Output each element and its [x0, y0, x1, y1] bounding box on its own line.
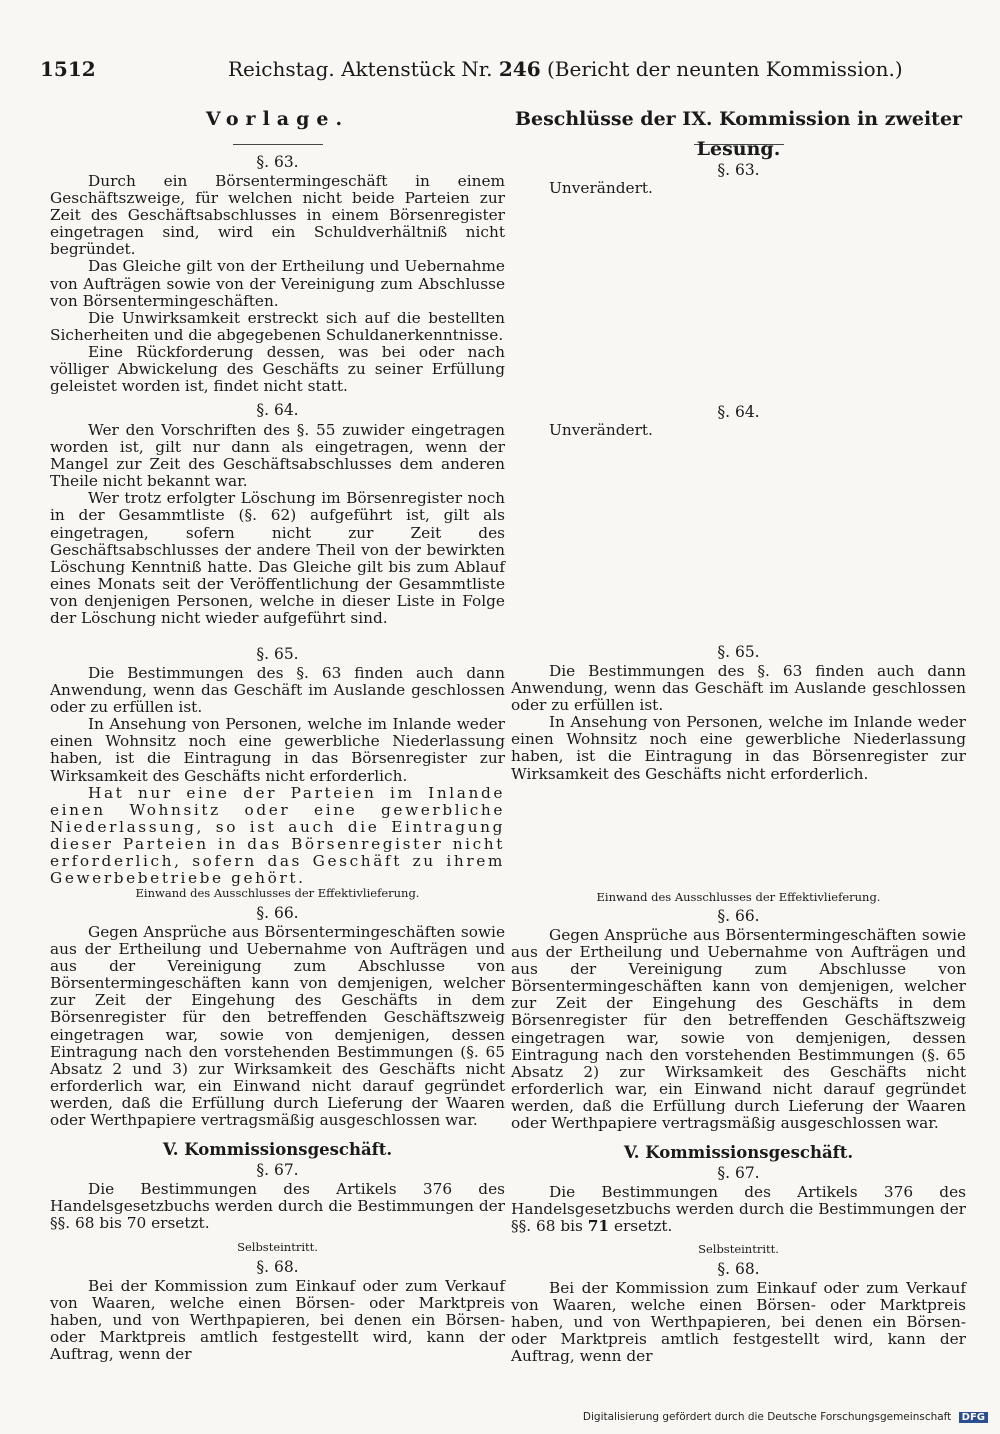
paragraph: [511, 1184, 966, 1235]
right-column-heading: Beschlüsse der IX. Kommission in zweiter Lesung.: [514, 108, 963, 160]
paragraph: Wer trotz erfolgter Löschung im Börsenregister noch in der Gesammtliste (§. 62) aufgeführt ist, gilt als eingetragen, sofern nicht zur Zeit des Geschäftsabschlusses der andere Theil von der bewirkten Löschung Kenntniß hatte. Das Gleiche gilt bis zum Ablauf eines Monats seit der Veröffentlichung der Gesammtliste von denjenigen Personen, welche in dieser Liste in Folge der Löschung nicht wieder aufgeführt sind.: [50, 489, 505, 628]
section-text: [511, 1280, 966, 1365]
section-heading: §. 63.: [717, 161, 760, 179]
section-text: [511, 663, 966, 783]
paragraph: Wer den Vorschriften des §. 55 zuwider eingetragen worden ist, gilt nur dann als eingetragen, wenn der Mangel zur Zeit des Geschäftsabschlusses dem anderen Theile nicht bekannt war.: [50, 421, 505, 491]
text-run: ersetzt.: [613, 1217, 673, 1236]
running-title: [228, 54, 903, 84]
section-heading: §. 64.: [717, 403, 760, 421]
section-heading: §. 66.: [717, 907, 760, 925]
section-heading: §. 63.: [256, 153, 299, 171]
section-heading: §. 67.: [717, 1164, 760, 1182]
paragraph: In Ansehung von Personen, welche im Inlande weder einen Wohnsitz noch eine gewerbliche Niederlassung haben, ist die Eintragung in das Börsenregister zur Wirksamkeit des Geschäfts nicht erforderlich.: [50, 715, 505, 785]
section-text: [50, 422, 505, 627]
section-heading: §. 64.: [256, 401, 299, 419]
page-number: 1512: [40, 57, 96, 81]
text-run: Die Bestimmungen des Artikels 376 des Handelsgesetzbuchs werden durch die Bestimmungen der §§. 68 bis: [511, 1183, 966, 1236]
section-text: [511, 1184, 966, 1235]
unchanged-note: Unverändert.: [549, 179, 653, 197]
chapter-heading: V. Kommissionsgeschäft.: [623, 1143, 854, 1162]
title-prefix: Reichstag. Aktenstück Nr.: [228, 57, 493, 81]
digitization-credit: [583, 1411, 988, 1423]
page-header: [40, 54, 960, 84]
amended-number: 71: [587, 1217, 610, 1236]
section-text: [50, 173, 505, 395]
unchanged-note: Unverändert.: [549, 421, 653, 439]
title-suffix: (Bericht der neunten Kommission.): [546, 57, 903, 81]
paragraph: Die Bestimmungen des Artikels 376 des Handelsgesetzbuchs werden durch die Bestimmungen der §§. 68 bis 70 ersetzt.: [50, 1180, 505, 1233]
section-text: [50, 1181, 505, 1232]
section-text: [50, 665, 505, 887]
paragraph: Die Unwirksamkeit erstreckt sich auf die bestellten Sicherheiten und die abgegebenen Schuldanerkenntnisse.: [50, 308, 505, 344]
paragraph: Hat nur eine der Parteien im Inlande einen Wohnsitz oder eine gewerbliche Niederlassung, so ist auch die Eintragung dieser Parteien in das Börsenregister nicht erforderlich, sofern das Geschäft zu ihrem Gewerbebetriebe gehört.: [50, 783, 505, 888]
section-heading: §. 66.: [256, 904, 299, 922]
section-text: [50, 924, 505, 1129]
section-heading: §. 65.: [717, 643, 760, 661]
section-text: [511, 927, 966, 1132]
paragraph: Die Bestimmungen des §. 63 finden auch dann Anwendung, wenn das Geschäft im Auslande geschlossen oder zu erfüllen ist.: [511, 662, 966, 715]
section-heading: §. 65.: [256, 645, 299, 663]
document-number: 246: [498, 57, 541, 81]
marginal-heading: Einwand des Ausschlusses der Effektivlieferung.: [596, 890, 881, 904]
marginal-heading: Selbsteintritt.: [698, 1242, 779, 1256]
paragraph: Gegen Ansprüche aus Börsentermingeschäften sowie aus der Ertheilung und Uebernahme von Aufträgen und aus der Vereinigung zum Abschlusse von Börsentermingeschäften kann von demjenigen, welcher zur Zeit der Eingehung des Geschäfts in dem Börsenregister für den betreffenden Geschäftszweig eingetragen war, sowie von demjenigen, dessen Eintragung nach den vorstehenden Bestimmungen (§. 65 Absatz 2 und 3) zur Wirksamkeit des Geschäfts nicht erforderlich war, ein Einwand nicht darauf gegründet werden, daß die Erfüllung durch Lieferung der Waaren oder Werthpapiere vertragsmäßig ausgeschlossen war.: [50, 923, 505, 1130]
section-heading: §. 67.: [256, 1161, 299, 1179]
paragraph: Durch ein Börsentermingeschäft in einem Geschäftszweige, für welchen nicht beide Parteien zur Zeit des Geschäftsabschlusses in einem Börsenregister eingetragen sind, wird ein Schuldverhältniß nicht begründet.: [50, 172, 505, 259]
dfg-logo: DFG: [959, 1412, 988, 1423]
paragraph: Bei der Kommission zum Einkauf oder zum Verkauf von Waaren, welche einen Börsen- oder Marktpreis haben, und von Werthpapieren, bei denen ein Börsen- oder Marktpreis amtlich festgestellt wird, kann der Auftrag, wenn der: [50, 1277, 505, 1364]
marginal-heading: Einwand des Ausschlusses der Effektivlieferung.: [135, 886, 420, 900]
heading-divider: [233, 144, 323, 145]
credit-text: Digitalisierung gefördert durch die Deutsche Forschungsgemeinschaft: [582, 1411, 952, 1423]
paragraph: Das Gleiche gilt von der Ertheilung und Uebernahme von Aufträgen sowie von der Vereinigung zum Abschlusse von Börsentermingeschäften.: [50, 257, 505, 310]
left-column-heading: Vorlage.: [205, 108, 350, 130]
paragraph: Bei der Kommission zum Einkauf oder zum Verkauf von Waaren, welche einen Börsen- oder Marktpreis haben, und von Werthpapieren, bei denen ein Börsen- oder Marktpreis amtlich festgestellt wird, kann der Auftrag, wenn der: [511, 1279, 966, 1366]
marginal-heading: Selbsteintritt.: [237, 1240, 318, 1254]
chapter-heading: V. Kommissionsgeschäft.: [162, 1140, 393, 1159]
paragraph: Eine Rückforderung dessen, was bei oder nach völliger Abwickelung des Geschäfts zu seiner Erfüllung geleistet worden ist, findet nicht statt.: [50, 342, 505, 396]
section-heading: §. 68.: [256, 1258, 299, 1276]
paragraph: Gegen Ansprüche aus Börsentermingeschäften sowie aus der Ertheilung und Uebernahme von Aufträgen und aus der Vereinigung zum Abschlusse von Börsentermingeschäften kann von demjenigen, welcher zur Zeit der Eingehung des Geschäfts in dem Börsenregister für den betreffenden Geschäftszweig eingetragen war, sowie von demjenigen, dessen Eintragung nach den vorstehenden Bestimmungen (§. 65 Absatz 2) zur Wirksamkeit des Geschäfts nicht erforderlich war, ein Einwand nicht darauf gegründet werden, daß die Erfüllung durch Lieferung der Waaren oder Werthpapiere vertragsmäßig ausgeschlossen war.: [511, 926, 966, 1133]
section-text: [50, 1278, 505, 1363]
paragraph: In Ansehung von Personen, welche im Inlande weder einen Wohnsitz noch eine gewerbliche Niederlassung haben, ist die Eintragung in das Börsenregister zur Wirksamkeit des Geschäfts nicht erforderlich.: [511, 713, 966, 783]
right-column: [511, 104, 966, 1366]
left-column: [50, 104, 505, 1364]
section-heading: §. 68.: [717, 1260, 760, 1278]
paragraph: Die Bestimmungen des §. 63 finden auch dann Anwendung, wenn das Geschäft im Auslande geschlossen oder zu erfüllen ist.: [50, 664, 505, 717]
